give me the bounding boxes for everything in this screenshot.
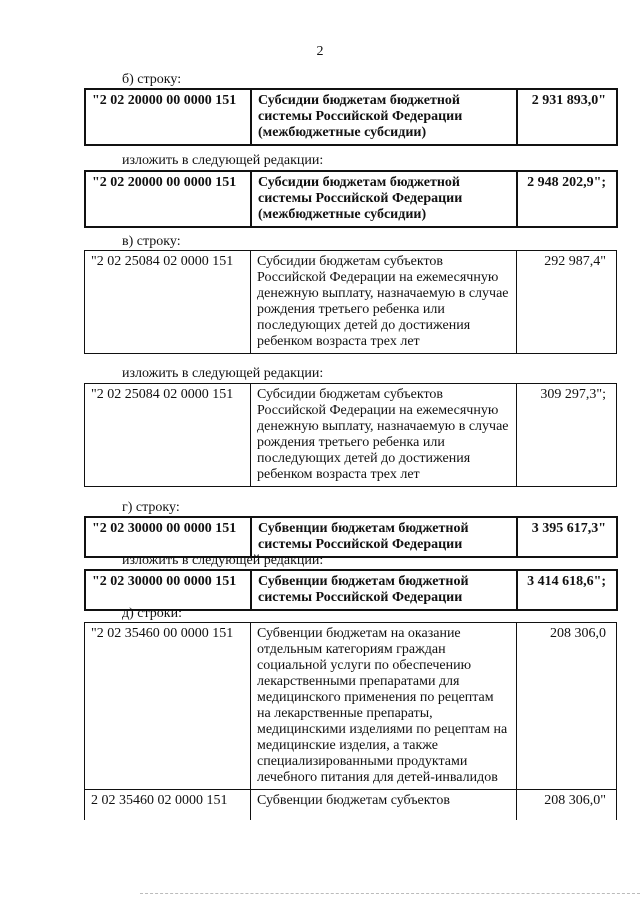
page-number: 2 (316, 44, 324, 59)
label-g-new-edition: изложить в следующей редакции: (122, 553, 324, 568)
label-g-row: г) строку: (122, 500, 180, 515)
budget-code: "2 02 35460 00 0000 151 (85, 623, 251, 790)
table-row (85, 171, 617, 227)
table-v-new (84, 383, 617, 487)
table-row (85, 570, 617, 610)
budget-description: Субвенции бюджетам на оказание отдельным категориям граждан социальной услуги по обеспечению лекарственными препаратами для медицинского применения по рецептам на лекарственные препараты, медицинскими изделиями по рецептам на медицинские изделия, а также специализированными продуктами лечебного питания для детей-инвалидов (251, 623, 517, 790)
label-v-new-edition: изложить в следующей редакции: (122, 366, 324, 381)
budget-description: Субсидии бюджетам субъектов Российской Федерации на ежемесячную денежную выплату, назначаемую в случае рождения третьего ребенка или последующих детей до достижения ребенком возраста трех лет (251, 384, 517, 487)
budget-code: 2 02 35460 02 0000 151 (85, 790, 251, 821)
budget-description: Субвенции бюджетам бюджетной системы Российской Федерации (251, 517, 517, 557)
table-g-original (84, 516, 618, 558)
table-row (85, 623, 617, 790)
budget-code: "2 02 25084 02 0000 151 (85, 251, 251, 354)
budget-amount: 292 987,4" (517, 251, 617, 354)
budget-amount: 309 297,3"; (517, 384, 617, 487)
label-d-rows: д) строки: (122, 606, 182, 621)
budget-code: "2 02 20000 00 0000 151 (85, 89, 251, 145)
label-b-row: б) строку: (122, 72, 182, 87)
budget-description: Субсидии бюджетам бюджетной системы Российской Федерации (межбюджетные субсидии) (251, 89, 517, 145)
budget-code: "2 02 20000 00 0000 151 (85, 171, 251, 227)
budget-amount: 2 948 202,9"; (517, 171, 617, 227)
budget-code: "2 02 30000 00 0000 151 (85, 517, 251, 557)
table-row (85, 790, 617, 821)
scan-edge-line (140, 893, 640, 894)
table-g-new (84, 569, 618, 611)
budget-code: "2 02 25084 02 0000 151 (85, 384, 251, 487)
budget-description: Субвенции бюджетам бюджетной системы Российской Федерации (251, 570, 517, 610)
budget-code: "2 02 30000 00 0000 151 (85, 570, 251, 610)
budget-amount: 208 306,0 (517, 623, 617, 790)
table-v-original (84, 250, 617, 354)
table-row (85, 251, 617, 354)
table-row (85, 384, 617, 487)
table-b-original (84, 88, 618, 146)
label-b-new-edition: изложить в следующей редакции: (122, 153, 324, 168)
table-row (85, 517, 617, 557)
table-b-new (84, 170, 618, 228)
budget-amount: 3 414 618,6"; (517, 570, 617, 610)
table-row (85, 89, 617, 145)
budget-description: Субсидии бюджетам бюджетной системы Российской Федерации (межбюджетные субсидии) (251, 171, 517, 227)
budget-amount: 3 395 617,3" (517, 517, 617, 557)
budget-amount: 208 306,0" (517, 790, 617, 821)
budget-description: Субвенции бюджетам субъектов (251, 790, 517, 821)
budget-amount: 2 931 893,0" (517, 89, 617, 145)
label-v-row: в) строку: (122, 234, 181, 249)
budget-description: Субсидии бюджетам субъектов Российской Федерации на ежемесячную денежную выплату, назначаемую в случае рождения третьего ребенка или последующих детей до достижения ребенком возраста трех лет (251, 251, 517, 354)
table-d-original (84, 622, 617, 820)
